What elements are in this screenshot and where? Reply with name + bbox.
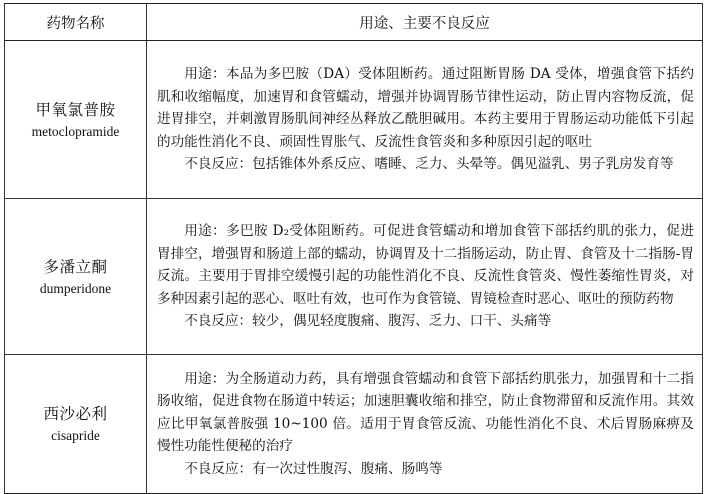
drug-desc-cell bbox=[147, 41, 703, 199]
drug-use-text: 用途：本品为多巴胺（DA）受体阻断药。通过阻断胃肠 DA 受体，增强食管下括约肌和收缩幅度，加速胃和食管蠕动，增强并协调胃肠节律性运动，防止胃内容物反流，促进胃排空，并刺激胃肠肌间神经丛释放乙酰胆碱用。本药主要用于胃肠运动功能低下引起的功能性消化不良、顽固性胃胀气、反流性食管炎和多种原因引起的呕吐 bbox=[157, 66, 694, 150]
header-drug-name: 药物名称 bbox=[5, 4, 147, 41]
drug-cn-name: 西沙必利 bbox=[43, 405, 108, 423]
header-row bbox=[5, 4, 703, 41]
table-row bbox=[5, 355, 703, 494]
drug-en-name: dumperidone bbox=[39, 280, 112, 296]
drug-name-cell bbox=[5, 41, 147, 199]
table-row bbox=[5, 41, 703, 199]
table-header bbox=[5, 4, 703, 41]
table-row bbox=[5, 199, 703, 355]
drug-name-cell bbox=[5, 199, 147, 355]
drug-use-text: 用途：多巴胺 D₂受体阻断药。可促进食管蠕动和增加食管下部括约肌的张力，促进胃排空，增强胃和肠道上部的蠕动，协调胃及十二指肠运动，防止胃、食管及十二指肠-胃反流。主要用于胃排空缓慢引起的功能性消化不良、反流性食管炎、慢性萎缩性胃炎，对多种因素引起的恶心、呕吐有效，也可作为食管镜、胃镜检查时恶心、呕吐的预防药物 bbox=[157, 223, 694, 307]
drug-name-cell bbox=[5, 355, 147, 494]
drug-adverse-text: 不良反应：较少，偶见轻度腹痛、腹泻、乏力、口干、头痛等 bbox=[184, 313, 552, 330]
drug-table bbox=[4, 3, 703, 494]
drug-desc-cell bbox=[147, 355, 703, 494]
drug-en-name: cisapride bbox=[51, 428, 100, 443]
drug-cn-name: 多潘立酮 bbox=[43, 257, 108, 276]
drug-adverse-text: 不良反应：包括锥体外系反应、嗜睡、乏力、头晕等。偶见溢乳、男子乳房发育等 bbox=[184, 156, 674, 173]
table-body bbox=[5, 41, 703, 494]
drug-cn-name: 甲氧氯普胺 bbox=[35, 100, 116, 119]
drug-adverse-text: 不良反应：有一次过性腹泻、腹痛、肠鸣等 bbox=[184, 460, 443, 477]
header-use-adverse: 用途、主要不良反应 bbox=[147, 4, 703, 41]
drug-desc-cell bbox=[147, 199, 703, 355]
drug-use-text: 用途：为全肠道动力药，具有增强食管蠕动和食管下部括约肌张力，加强胃和十二指肠收缩，促进食物在肠道中转运；加速胆囊收缩和排空，防止食物滞留和反流作用。其效应比甲氧氯普胺强 10~100 倍。适用于胃食管反流、功能性消化不良、术后胃肠麻痹及慢性功能性便秘的治疗 bbox=[157, 370, 694, 455]
drug-en-name: metoclopramide bbox=[31, 123, 120, 139]
